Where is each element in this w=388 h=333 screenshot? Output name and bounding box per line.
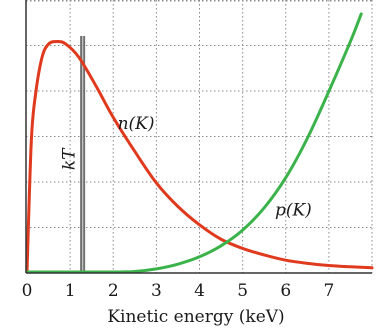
x-tick-label: 7 [323, 281, 335, 301]
labels [60, 114, 312, 327]
x-axis-label: Kinetic energy (keV) [107, 307, 285, 327]
n-curve-label: n(K) [117, 114, 155, 135]
x-tick-label: 5 [237, 281, 249, 301]
p-curve-label: p(K) [274, 200, 312, 221]
x-tick-label: 1 [64, 281, 76, 301]
x-tick-label: 0 [21, 281, 33, 301]
kt-marker [81, 36, 84, 273]
grid [26, 0, 372, 273]
kt-label: kT [59, 148, 80, 171]
x-tick-label: 4 [194, 281, 205, 301]
x-tick-label: 2 [107, 281, 119, 301]
x-tick-label: 3 [150, 281, 162, 301]
x-tick-label: 6 [280, 281, 292, 301]
